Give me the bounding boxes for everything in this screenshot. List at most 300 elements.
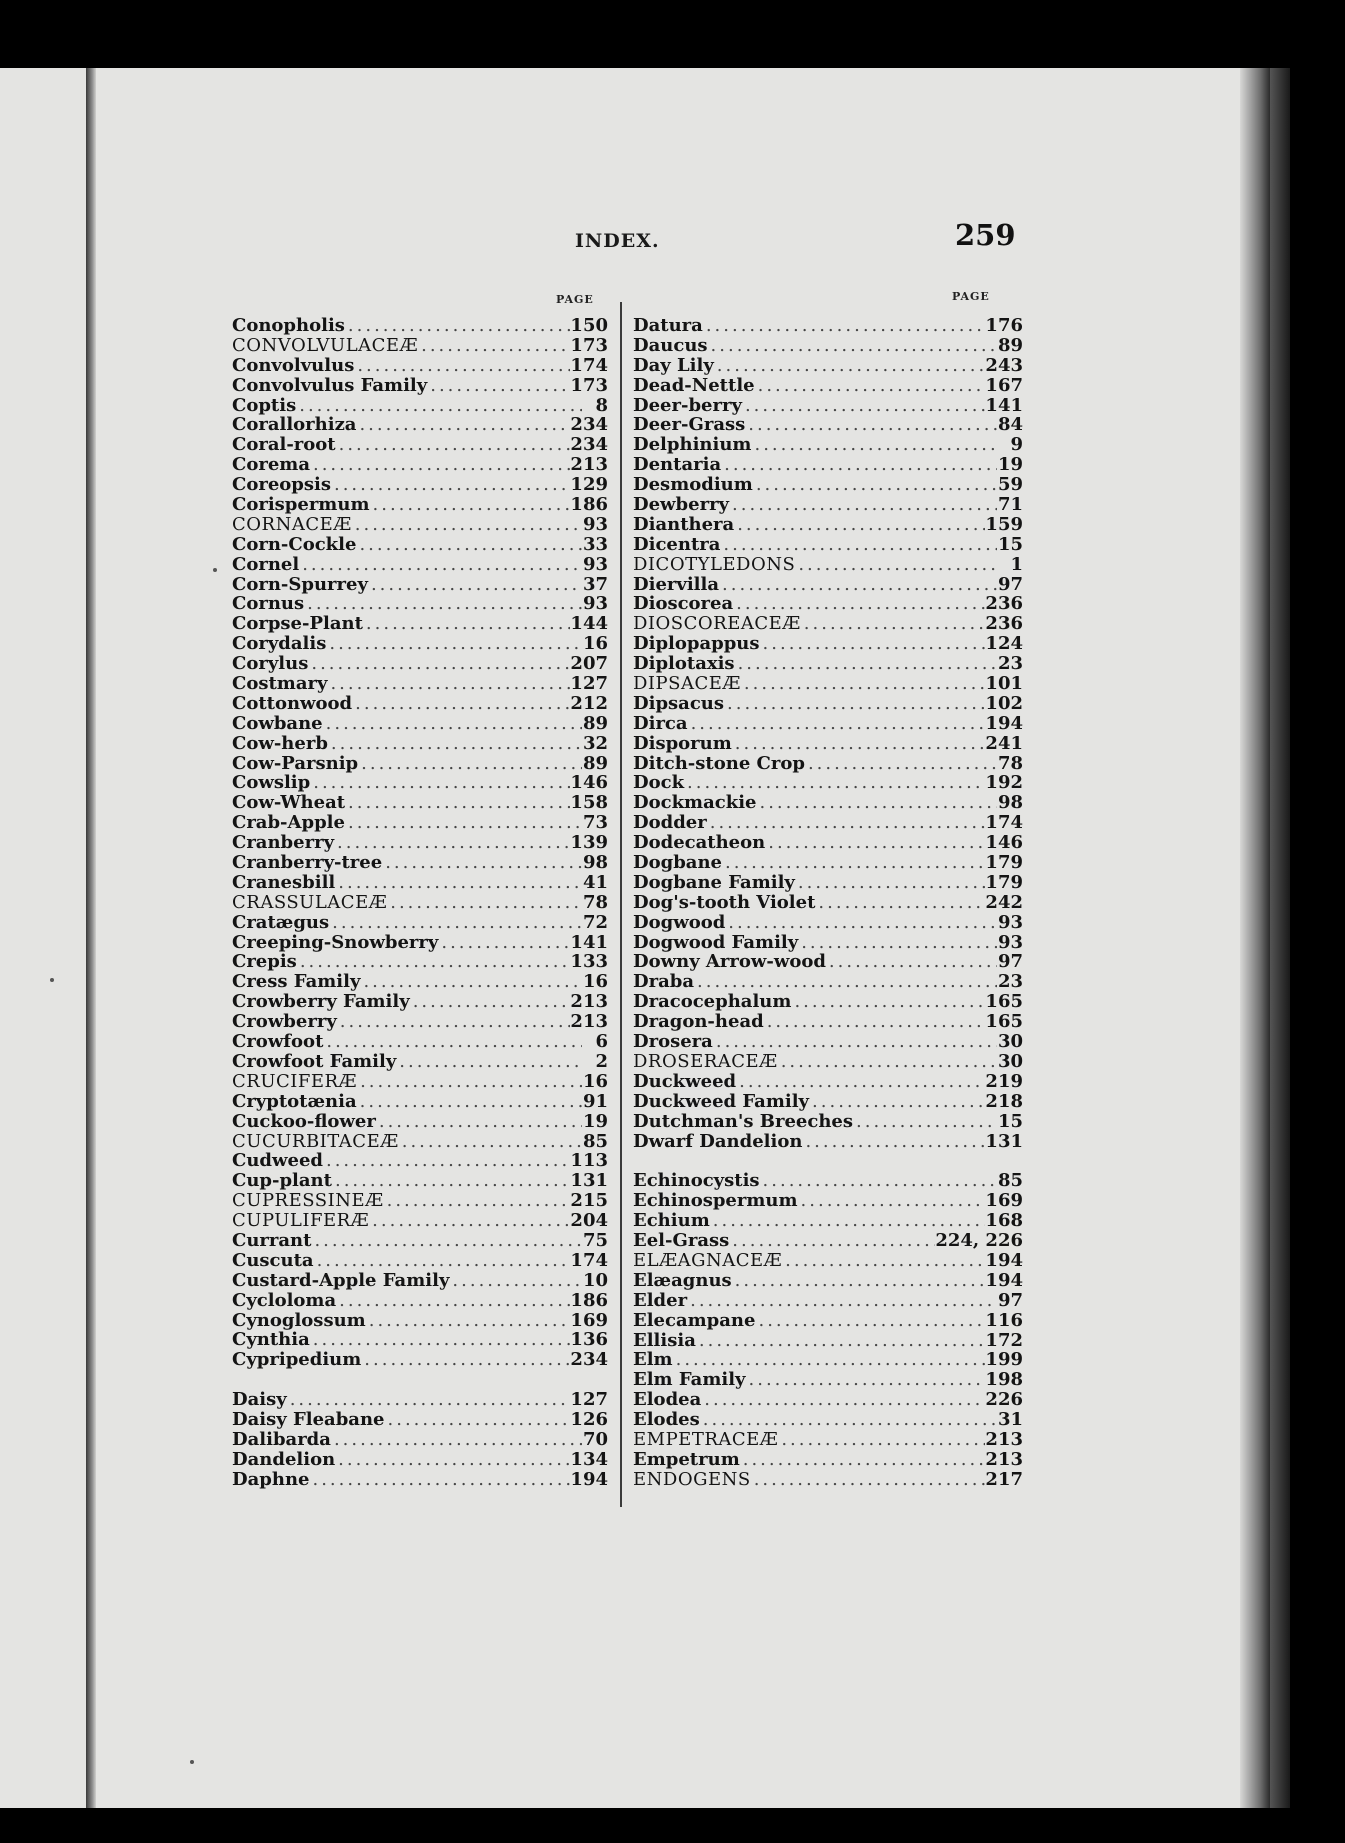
entry-name: Elder [633, 1290, 688, 1311]
index-entry [633, 1470, 1023, 1490]
dot-leader [360, 972, 582, 992]
entry-page-number: 6 [595, 1032, 608, 1052]
dot-leader [369, 1211, 570, 1231]
dot-leader [853, 1112, 997, 1132]
entry-page-number: 19 [997, 455, 1023, 476]
entry-page-number: 32 [582, 733, 608, 754]
index-entry [633, 1311, 1023, 1331]
entry-name: Dandelion [232, 1449, 336, 1470]
dot-leader [707, 813, 986, 833]
entry-name: Day Lily [633, 355, 714, 376]
entry-page-number: 213 [570, 1012, 608, 1033]
entry-page-number: 144 [570, 614, 608, 635]
index-entry [633, 535, 1023, 555]
entry-name: Disporum [633, 733, 732, 754]
entry-page-number: 9 [1010, 435, 1023, 456]
dot-leader [760, 634, 986, 654]
entry-page-number: 31 [997, 1410, 1023, 1430]
index-entry [633, 515, 1023, 535]
entry-name: Dirca [633, 713, 688, 734]
dot-leader [703, 316, 986, 336]
entry-page-number: 194 [985, 1250, 1023, 1271]
page-speck [190, 1760, 194, 1764]
entry-page-number: 73 [582, 813, 608, 834]
entry-page-number: 23 [997, 654, 1023, 675]
entry-name: Daisy [232, 1390, 287, 1411]
entry-page-number: 234 [570, 415, 608, 436]
entry-page-number: 150 [570, 316, 608, 336]
dot-leader [308, 654, 570, 674]
entry-page-number: 59 [997, 475, 1023, 496]
entry-page-number: 212 [570, 693, 608, 714]
entry-name: Dalibarda [232, 1429, 331, 1450]
index-entry [232, 1191, 608, 1211]
dot-leader [399, 1132, 582, 1152]
dot-leader [701, 1390, 985, 1410]
entry-name: Dutchman's Breeches [633, 1111, 853, 1132]
index-entry [232, 913, 608, 933]
dot-leader [791, 992, 985, 1012]
entry-page-number: 167 [985, 375, 1023, 396]
index-entry [232, 1291, 608, 1311]
entry-page-number: 113 [570, 1151, 608, 1172]
dot-leader [696, 1331, 986, 1351]
entry-name: Ellisia [633, 1330, 696, 1351]
index-entry [633, 1072, 1023, 1092]
left-column-label: PAGE [556, 293, 594, 306]
entry-page-number: 98 [582, 853, 608, 873]
entry-name: Dentaria [633, 455, 722, 476]
dot-leader [714, 356, 986, 376]
dot-leader [751, 1470, 986, 1490]
entry-page-number: 131 [985, 1131, 1023, 1152]
index-entry [633, 1112, 1023, 1132]
entry-page-number: 204 [570, 1211, 608, 1231]
entry-page-number: 169 [570, 1310, 608, 1331]
entry-page-number: 8 [595, 395, 608, 416]
index-entry [232, 535, 608, 555]
entry-page-number: 236 [985, 614, 1023, 635]
entry-page-number: 207 [570, 654, 608, 675]
entry-page-number: 186 [570, 495, 608, 515]
index-entry [232, 674, 608, 694]
index-entry [633, 415, 1023, 435]
index-entry [232, 1311, 608, 1331]
entry-name: Coreopsis [232, 475, 331, 496]
entry-name: Daphne [232, 1469, 310, 1490]
dot-leader [357, 1092, 582, 1112]
entry-name: Elecampane [633, 1310, 756, 1331]
dot-leader [326, 634, 582, 654]
entry-name: Cornel [232, 554, 300, 575]
entry-name: Cynthia [232, 1330, 310, 1351]
dot-leader [700, 1410, 997, 1430]
dot-leader [332, 1171, 570, 1191]
entry-name: Creeping-Snowberry [232, 932, 439, 953]
index-entry [633, 1430, 1023, 1450]
dot-leader [410, 992, 571, 1012]
index-entry [232, 793, 608, 813]
entry-page-number: 30 [997, 1032, 1023, 1052]
dot-leader [826, 953, 997, 973]
index-entry [633, 316, 1023, 336]
index-entry [633, 1032, 1023, 1052]
entry-name: DICOTYLEDONS [633, 554, 796, 575]
entry-page-number: 133 [570, 952, 608, 973]
index-entry [232, 1390, 608, 1410]
entry-name: Daisy Fleabane [232, 1410, 385, 1430]
dot-leader [765, 833, 985, 853]
index-entry [232, 1072, 608, 1092]
entry-page-number: 97 [997, 952, 1023, 973]
index-entry [232, 1132, 608, 1152]
entry-page-number: 124 [985, 634, 1023, 655]
entry-name: Elodea [633, 1390, 702, 1411]
entry-page-number: 174 [570, 355, 608, 376]
dot-leader [296, 396, 582, 416]
dot-leader [385, 1410, 571, 1430]
entry-name: Delphinium [633, 435, 752, 456]
index-entry [633, 793, 1023, 813]
entry-page-number: 1 [1010, 554, 1023, 575]
entry-page-number: 16 [582, 972, 608, 993]
entry-name: DIPSACEÆ [633, 674, 741, 694]
entry-page-number: 71 [997, 495, 1023, 515]
index-entry [232, 594, 608, 614]
entry-name: Cow-herb [232, 733, 328, 754]
index-entry [633, 614, 1023, 634]
index-entry [633, 1271, 1023, 1291]
index-entry [232, 654, 608, 674]
index-entry [232, 694, 608, 714]
dot-leader [297, 953, 571, 973]
dot-leader [710, 1211, 986, 1231]
dot-leader [345, 316, 571, 336]
dot-leader [309, 1470, 570, 1490]
entry-name: Duckweed Family [633, 1091, 810, 1112]
dot-leader [345, 813, 582, 833]
entry-name: Dodecatheon [633, 833, 766, 854]
dot-leader [795, 555, 997, 575]
index-entry [633, 893, 1023, 913]
index-entry [633, 495, 1023, 515]
index-entry [633, 1171, 1023, 1191]
entry-page-number: 168 [985, 1211, 1023, 1232]
dot-leader [720, 535, 997, 555]
dot-leader [438, 933, 570, 953]
entry-page-number: 78 [997, 753, 1023, 774]
dot-leader [725, 913, 997, 933]
dot-leader [427, 376, 570, 396]
entry-name: Dracocephalum [633, 992, 792, 1013]
entry-name: Crowberry Family [232, 992, 410, 1013]
index-entry [232, 1470, 608, 1490]
index-entry [232, 714, 608, 734]
entry-name: ELÆAGNACEÆ [633, 1250, 783, 1271]
page-edge-strip [1270, 68, 1290, 1808]
index-entry [232, 1330, 608, 1350]
index-entry [633, 396, 1023, 416]
dot-leader [751, 435, 997, 455]
entry-name: Dogwood [633, 912, 726, 933]
index-entry [232, 316, 608, 336]
entry-page-number: 101 [985, 674, 1023, 694]
entry-page-number: 179 [985, 853, 1023, 873]
entry-page-number: 217 [985, 1469, 1023, 1490]
entry-page-number: 173 [570, 335, 608, 356]
entry-name: Dodder [633, 813, 707, 834]
dot-leader [805, 754, 997, 774]
index-entry [633, 694, 1023, 714]
dot-leader [418, 336, 570, 356]
entry-page-number: 93 [582, 554, 608, 575]
dot-leader [756, 793, 997, 813]
dot-leader [366, 1311, 571, 1331]
entry-name: Cuscuta [232, 1250, 314, 1271]
dot-leader [354, 356, 570, 376]
entry-page-number: 85 [582, 1131, 608, 1152]
entry-name: Elæagnus [633, 1270, 732, 1291]
entry-name: Datura [633, 316, 703, 336]
entry-name: Dogbane Family [633, 872, 795, 893]
entry-name: CONVOLVULACEÆ [232, 335, 419, 356]
index-entry [232, 1430, 608, 1450]
dot-leader [734, 515, 985, 535]
dot-leader [782, 1251, 985, 1271]
dot-leader [722, 853, 985, 873]
dot-leader [729, 1231, 935, 1251]
entry-page-number: 146 [985, 833, 1023, 854]
entry-name: Cryptotænia [232, 1091, 357, 1112]
index-entry [633, 594, 1023, 614]
dot-leader [287, 1390, 571, 1410]
entry-name: Corpse-Plant [232, 614, 363, 635]
index-entry [232, 953, 608, 973]
dot-leader [384, 1191, 571, 1211]
entry-page-number: 241 [985, 733, 1023, 754]
entry-name: Eel-Grass [633, 1231, 730, 1251]
index-entry [633, 475, 1023, 495]
entry-name: Dioscorea [633, 594, 734, 615]
entry-page-number: 93 [997, 932, 1023, 953]
entry-name: CUPULIFERÆ [232, 1211, 370, 1231]
entry-name: Crepis [232, 952, 297, 973]
index-entry [633, 1390, 1023, 1410]
index-column-right [633, 316, 1023, 1490]
entry-page-number: 15 [997, 534, 1023, 555]
running-head: INDEX. [575, 230, 660, 252]
entry-page-number: 131 [570, 1171, 608, 1192]
index-entry [232, 893, 608, 913]
entry-page-number: 226 [985, 1390, 1023, 1411]
index-entry [633, 1410, 1023, 1430]
entry-page-number: 98 [997, 793, 1023, 814]
dot-leader [798, 1191, 986, 1211]
dot-leader [323, 1151, 570, 1171]
index-entry [633, 654, 1023, 674]
entry-name: Cowbane [232, 713, 323, 734]
index-entry [633, 773, 1023, 793]
entry-name: Corispermum [232, 495, 370, 515]
index-entry [633, 1450, 1023, 1470]
index-entry [633, 435, 1023, 455]
entry-name: Crowfoot [232, 1032, 324, 1052]
entry-name: CORNACEÆ [232, 514, 352, 535]
entry-name: Draba [633, 972, 695, 993]
dot-leader [815, 893, 985, 913]
entry-name: Cow-Parsnip [232, 753, 359, 774]
index-entry [232, 634, 608, 654]
entry-name: Cranberry [232, 833, 335, 854]
page-speck [213, 568, 217, 572]
index-entry [232, 555, 608, 575]
dot-leader [368, 575, 582, 595]
index-entry [232, 1211, 608, 1231]
entry-name: Cypripedium [232, 1350, 362, 1371]
dot-leader [363, 614, 571, 634]
entry-name: Cratægus [232, 912, 330, 933]
index-entry [232, 1151, 608, 1171]
dot-leader [310, 455, 570, 475]
dot-leader [304, 594, 582, 614]
index-entry [633, 1350, 1023, 1370]
entry-name: Elm Family [633, 1370, 746, 1391]
dot-leader [708, 336, 997, 356]
index-entry [232, 1112, 608, 1132]
dot-leader [673, 1350, 986, 1370]
entry-page-number: 159 [985, 514, 1023, 535]
dot-leader [688, 714, 986, 734]
dot-leader [331, 1430, 582, 1450]
entry-name: Cup-plant [232, 1171, 332, 1192]
index-entry [633, 634, 1023, 654]
entry-name: Corn-Spurrey [232, 574, 368, 595]
entry-name: Dipsacus [633, 693, 725, 714]
entry-name: Duckweed [633, 1071, 737, 1092]
index-entry [232, 1410, 608, 1430]
dot-leader [801, 614, 986, 634]
entry-page-number: 97 [997, 574, 1023, 595]
index-entry [633, 833, 1023, 853]
entry-name: Crowfoot Family [232, 1051, 397, 1072]
entry-page-number: 30 [997, 1051, 1023, 1072]
entry-page-number: 33 [582, 534, 608, 555]
entry-name: Cow-Wheat [232, 793, 346, 814]
entry-name: CRASSULACEÆ [232, 892, 388, 913]
entry-page-number: 165 [985, 1012, 1023, 1033]
entry-name: Corylus [232, 654, 309, 675]
index-entry [232, 495, 608, 515]
entry-page-number: 213 [570, 992, 608, 1013]
group-spacer [633, 1151, 1023, 1171]
dot-leader [323, 714, 582, 734]
index-entry [232, 1231, 608, 1251]
dot-leader [376, 1112, 582, 1132]
entry-page-number: 93 [997, 912, 1023, 933]
dot-leader [733, 594, 985, 614]
index-entry [232, 773, 608, 793]
entry-page-number: 91 [582, 1091, 608, 1112]
dot-leader [724, 694, 985, 714]
index-entry [633, 714, 1023, 734]
entry-name: Echinocystis [633, 1171, 760, 1192]
index-entry [633, 1370, 1023, 1390]
dot-leader [732, 734, 986, 754]
entry-page-number: 136 [570, 1330, 608, 1351]
dot-leader [721, 455, 997, 475]
entry-name: CRUCIFERÆ [232, 1071, 358, 1092]
entry-page-number: 126 [570, 1410, 608, 1430]
entry-page-number: 176 [985, 316, 1023, 336]
column-divider [620, 302, 622, 1507]
dot-leader [729, 495, 997, 515]
index-column-left [232, 316, 608, 1490]
page-gutter-left [86, 68, 96, 1808]
entry-page-number: 242 [985, 892, 1023, 913]
entry-page-number: 215 [570, 1191, 608, 1212]
page-gutter-right [1240, 68, 1270, 1808]
dot-leader [352, 694, 570, 714]
entry-page-number: 89 [997, 335, 1023, 356]
entry-name: EMPETRACEÆ [633, 1429, 779, 1450]
index-entry [232, 933, 608, 953]
index-entry [232, 992, 608, 1012]
index-entry [232, 1251, 608, 1271]
entry-page-number: 37 [582, 574, 608, 595]
dot-leader [719, 575, 997, 595]
entry-page-number: 236 [985, 594, 1023, 615]
index-entry [232, 336, 608, 356]
entry-name: Dragon-head [633, 1012, 764, 1033]
entry-page-number: 243 [985, 355, 1023, 376]
entry-page-number: 93 [582, 594, 608, 615]
entry-name: Coptis [232, 395, 297, 416]
index-entry [232, 575, 608, 595]
index-entry [232, 1092, 608, 1112]
dot-leader [760, 1171, 997, 1191]
entry-name: Dogwood Family [633, 932, 799, 953]
entry-name: Deer-Grass [633, 415, 746, 436]
index-entry [633, 455, 1023, 475]
index-entry [232, 376, 608, 396]
dot-leader [809, 1092, 985, 1112]
entry-page-number: 70 [582, 1429, 608, 1450]
index-entry [232, 435, 608, 455]
entry-name: Dockmackie [633, 793, 757, 814]
dot-leader [334, 833, 570, 853]
entry-page-number: 129 [570, 475, 608, 496]
dot-leader [314, 1251, 571, 1271]
index-entry [232, 475, 608, 495]
entry-name: Empetrum [633, 1449, 740, 1470]
entry-page-number: 192 [985, 773, 1023, 794]
dot-leader [396, 1052, 582, 1072]
entry-page-number: 146 [570, 773, 608, 794]
entry-name: Crab-Apple [232, 813, 345, 834]
entry-name: Corema [232, 455, 310, 476]
entry-page-number: 213 [985, 1449, 1023, 1470]
dot-leader [740, 1450, 986, 1470]
entry-page-number: 174 [985, 813, 1023, 834]
entry-page-number: 89 [582, 753, 608, 774]
index-entry [633, 356, 1023, 376]
index-entry [633, 1052, 1023, 1072]
entry-name: Dock [633, 773, 685, 794]
entry-page-number: 141 [570, 932, 608, 953]
entry-name: Corydalis [232, 634, 327, 655]
entry-name: Elm [633, 1350, 673, 1371]
right-column-label: PAGE [952, 290, 990, 303]
